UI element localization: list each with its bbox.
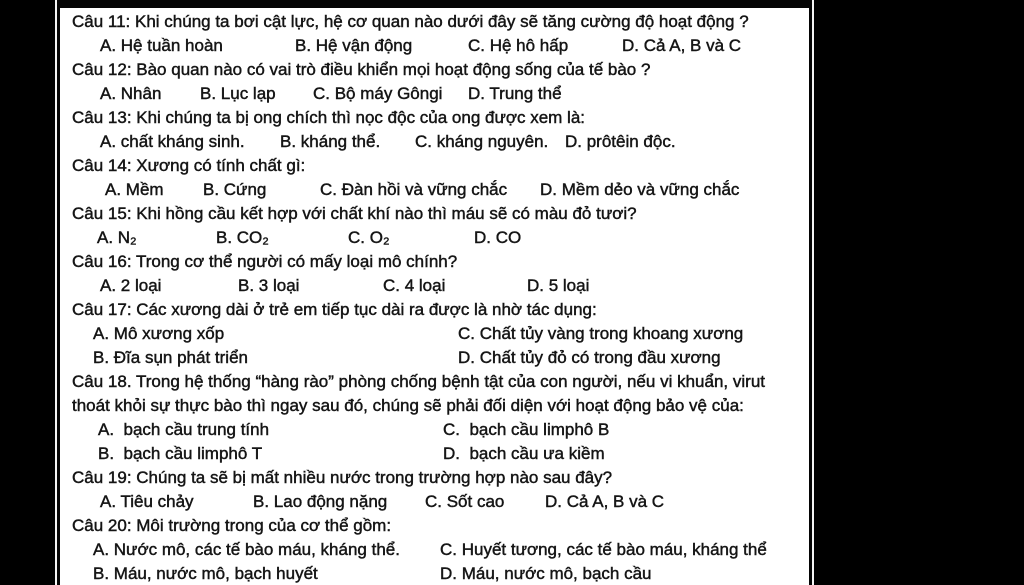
- option-12d: D. Trung thể: [468, 84, 562, 103]
- question-cau-12: Câu 12: Bào quan nào có vai trò điều khiển mọi hoạt động sống của tế bào ?: [72, 60, 651, 79]
- option-15a: A. N₂: [97, 228, 137, 247]
- option-15c: C. O₂: [348, 228, 390, 247]
- option-19a: A. Tiêu chảy: [100, 492, 194, 511]
- option-12b: B. Lục lạp: [200, 84, 276, 103]
- question-cau-11: Câu 11: Khi chúng ta bơi cật lực, hệ cơ quan nào dưới đây sẽ tăng cường độ hoạt động ?: [72, 12, 749, 31]
- option-20b: B. Máu, nước mô, bạch huyết: [93, 564, 318, 583]
- option-17d: D. Chất tủy đỏ có trong đầu xương: [458, 348, 721, 367]
- left-black-panel: [0, 0, 55, 585]
- question-cau-18-line2: thoát khỏi sự thực bào thì ngay sau đó, chúng sẽ phải đối diện với hoạt động bảo vệ của:: [72, 396, 744, 415]
- option-11d: D. Cả A, B và C: [622, 36, 742, 55]
- right-black-panel: [815, 0, 1024, 585]
- question-cau-16: Câu 16: Trong cơ thể người có mấy loại mô chính?: [72, 252, 458, 271]
- options-cau-18-row1: [72, 418, 795, 442]
- option-11a: A. Hệ tuần hoàn: [100, 36, 223, 55]
- option-11c: C. Hệ hô hấp: [468, 36, 569, 55]
- options-cau-14: [72, 178, 795, 202]
- option-17b: B. Đĩa sụn phát triển: [93, 348, 248, 367]
- quiz-document-sheet: [57, 0, 812, 585]
- options-cau-12: [72, 82, 795, 106]
- option-16c: C. 4 loại: [383, 276, 446, 295]
- options-cau-17-row2: [72, 346, 795, 370]
- options-cau-17-row1: [72, 322, 795, 346]
- option-19c: C. Sốt cao: [425, 492, 505, 511]
- options-cau-16: [72, 274, 795, 298]
- options-cau-19: [72, 490, 795, 514]
- option-16a: A. 2 loại: [100, 276, 162, 295]
- options-cau-13: [72, 130, 795, 154]
- option-18b: B. bạch cầu limphô T: [98, 444, 263, 463]
- question-cau-18-line1: Câu 18. Trong hệ thống “hàng rào” phòng chống bệnh tật của con người, nếu vi khuẩn, virut: [72, 372, 765, 391]
- option-20c: C. Huyết tương, các tế bào máu, kháng thể: [440, 540, 767, 559]
- options-cau-15: [72, 226, 795, 250]
- option-18d: D. bạch cầu ưa kiềm: [443, 444, 605, 463]
- option-14d: D. Mềm dẻo và vững chắc: [540, 180, 740, 199]
- options-cau-11: [72, 34, 795, 58]
- question-cau-14: Câu 14: Xương có tính chất gì:: [72, 156, 306, 175]
- option-14b: B. Cứng: [203, 180, 267, 199]
- option-11b: B. Hệ vận động: [295, 36, 413, 55]
- option-20a: A. Nước mô, các tế bào máu, kháng thể.: [93, 540, 400, 559]
- option-17c: C. Chất tủy vàng trong khoang xương: [458, 324, 744, 343]
- option-17a: A. Mô xương xốp: [93, 324, 225, 343]
- option-12a: A. Nhân: [100, 84, 162, 103]
- question-cau-19: Câu 19: Chúng ta sẽ bị mất nhiều nước trong trường hợp nào sau đây?: [72, 468, 613, 487]
- option-12c: C. Bộ máy Gôngi: [313, 84, 443, 103]
- option-18c: C. bạch cầu limphô B: [443, 420, 610, 439]
- question-cau-15: Câu 15: Khi hồng cầu kết hợp với chất khí nào thì máu sẽ có màu đỏ tươi?: [72, 204, 637, 223]
- option-15d: D. CO: [474, 228, 522, 247]
- options-cau-20-row1: [72, 538, 795, 562]
- option-13c: C. kháng nguyên.: [415, 132, 549, 151]
- question-cau-20: Câu 20: Môi trường trong của cơ thể gồm:: [72, 516, 392, 535]
- option-19b: B. Lao động nặng: [253, 492, 388, 511]
- question-cau-17: Câu 17: Các xương dài ở trẻ em tiếp tục dài ra được là nhờ tác dụng:: [72, 300, 597, 319]
- option-14a: A. Mềm: [105, 180, 164, 199]
- option-13d: D. prôtêin độc.: [565, 132, 676, 151]
- option-13a: A. chất kháng sinh.: [100, 132, 245, 151]
- options-cau-18-row2: [72, 442, 795, 466]
- question-cau-13: Câu 13: Khi chúng ta bị ong chích thì nọc độc của ong được xem là:: [72, 108, 586, 127]
- options-cau-20-row2: [72, 562, 795, 585]
- option-13b: B. kháng thể.: [280, 132, 381, 151]
- option-20d: D. Máu, nước mô, bạch cầu: [440, 564, 652, 583]
- option-16d: D. 5 loại: [527, 276, 590, 295]
- option-16b: B. 3 loại: [238, 276, 300, 295]
- option-15b: B. CO₂: [216, 228, 269, 247]
- option-18a: A. bạch cầu trung tính: [98, 420, 270, 439]
- option-14c: C. Đàn hồi và vững chắc: [320, 180, 508, 199]
- option-19d: D. Cả A, B và C: [545, 492, 665, 511]
